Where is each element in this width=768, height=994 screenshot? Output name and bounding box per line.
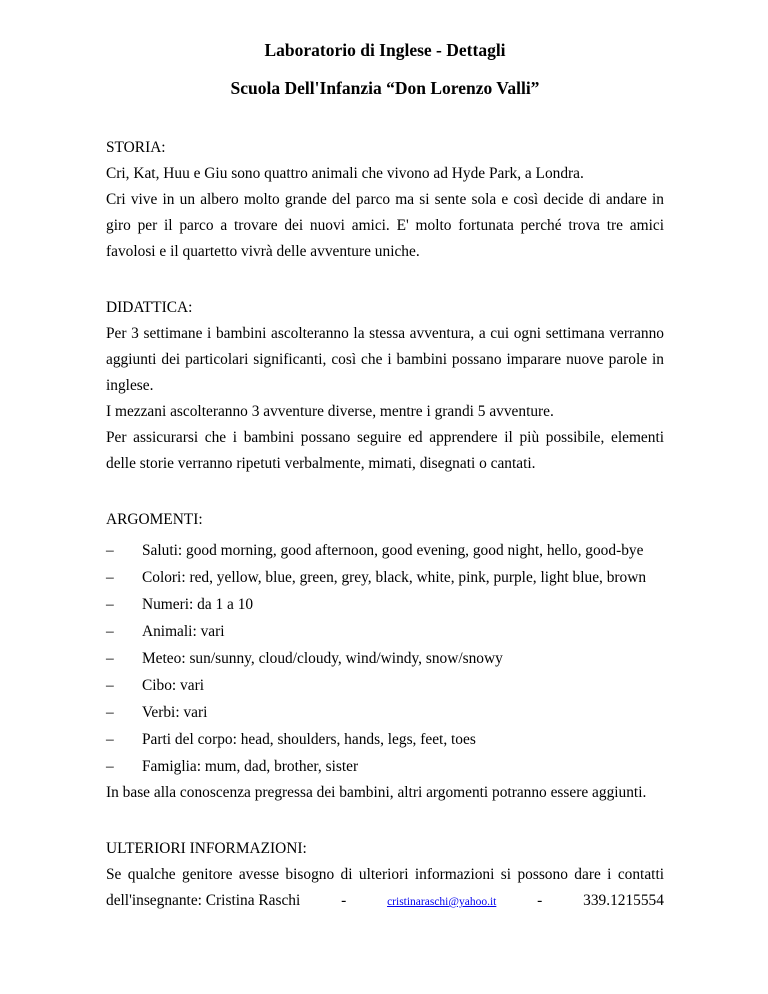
section-heading-didattica: DIDATTICA: — [106, 299, 193, 316]
didattica-paragraph-3: Per assicurarsi che i bambini possano seguire ed apprendere il più possibile, elementi delle storie verranno ripetuti verbalmente, mimati, disegnati o cantati. — [106, 429, 664, 472]
storia-paragraph-1: Cri, Kat, Huu e Giu sono quattro animali che vivono ad Hyde Park, a Londra. — [106, 165, 584, 182]
argomenti-note: In base alla conoscenza pregressa dei bambini, altri argomenti potranno essere aggiunti. — [106, 784, 647, 801]
dash-bullet: – — [106, 704, 114, 721]
document-subtitle: Scuola Dell'Infanzia “Don Lorenzo Valli” — [230, 78, 540, 98]
email-link[interactable]: cristinaraschi@yahoo.it — [387, 896, 497, 908]
dash-bullet: – — [106, 650, 114, 667]
phone-number: 339.1215554 — [583, 892, 664, 909]
list-item — [106, 672, 664, 699]
dash-bullet: – — [106, 623, 114, 640]
list-item — [106, 753, 664, 780]
dash-bullet: – — [106, 758, 114, 775]
list-item — [106, 564, 664, 591]
topic-text: Numeri: da 1 a 10 — [142, 596, 254, 613]
topic-text: Meteo: sun/sunny, cloud/cloudy, wind/windy, snow/snowy — [142, 650, 503, 667]
list-item — [106, 726, 664, 753]
topic-text: Verbi: vari — [142, 704, 208, 721]
topic-text: Animali: vari — [142, 623, 225, 640]
list-item — [106, 699, 664, 726]
list-item — [106, 618, 664, 645]
section-heading-storia: STORIA: — [106, 139, 166, 156]
dash-bullet: – — [106, 731, 114, 748]
section-storia — [106, 135, 664, 265]
dash-bullet: – — [106, 677, 114, 694]
list-item — [106, 591, 664, 618]
topic-text: Saluti: good morning, good afternoon, good evening, good night, hello, good-bye — [142, 542, 644, 559]
document-title: Laboratorio di Inglese - Dettagli — [264, 40, 506, 60]
separator: - — [341, 892, 347, 909]
topic-text: Cibo: vari — [142, 677, 204, 694]
didattica-paragraph-1: Per 3 settimane i bambini ascolteranno la stessa avventura, a cui ogni settimana verranno aggiunti dei particolari significanti, così che i bambini possano imparare nuove parole in inglese. — [106, 325, 664, 394]
topic-text: Parti del corpo: head, shoulders, hands, legs, feet, toes — [142, 731, 476, 748]
section-heading-info: ULTERIORI INFORMAZIONI: — [106, 840, 307, 857]
info-paragraph: Se qualche genitore avesse bisogno di ulteriori informazioni si possono dare i contatti — [106, 866, 664, 883]
storia-paragraph-2: Cri vive in un albero molto grande del parco ma si sente sola e così decide di andare in giro per il parco a trovare dei nuovi amici. E' molto fortunata perché trova tre amici favolosi e il quartetto vivrà delle avventure uniche. — [106, 191, 664, 260]
contact-line — [106, 888, 664, 915]
section-heading-argomenti: ARGOMENTI: — [106, 511, 203, 528]
dash-bullet: – — [106, 542, 114, 559]
section-argomenti — [106, 507, 664, 806]
dash-bullet: – — [106, 569, 114, 586]
didattica-paragraph-2: I mezzani ascolteranno 3 avventure diverse, mentre i grandi 5 avventure. — [106, 403, 554, 420]
topics-list — [106, 537, 664, 780]
dash-bullet: – — [106, 596, 114, 613]
section-didattica — [106, 295, 664, 477]
section-info — [106, 836, 664, 915]
teacher-name: dell'insegnante: Cristina Raschi — [106, 892, 301, 909]
phone-separator: - — [537, 892, 543, 909]
topic-text: Colori: red, yellow, blue, green, grey, black, white, pink, purple, light blue, brown — [142, 569, 647, 586]
list-item — [106, 645, 664, 672]
topic-text: Famiglia: mum, dad, brother, sister — [142, 758, 359, 775]
list-item — [106, 537, 664, 564]
